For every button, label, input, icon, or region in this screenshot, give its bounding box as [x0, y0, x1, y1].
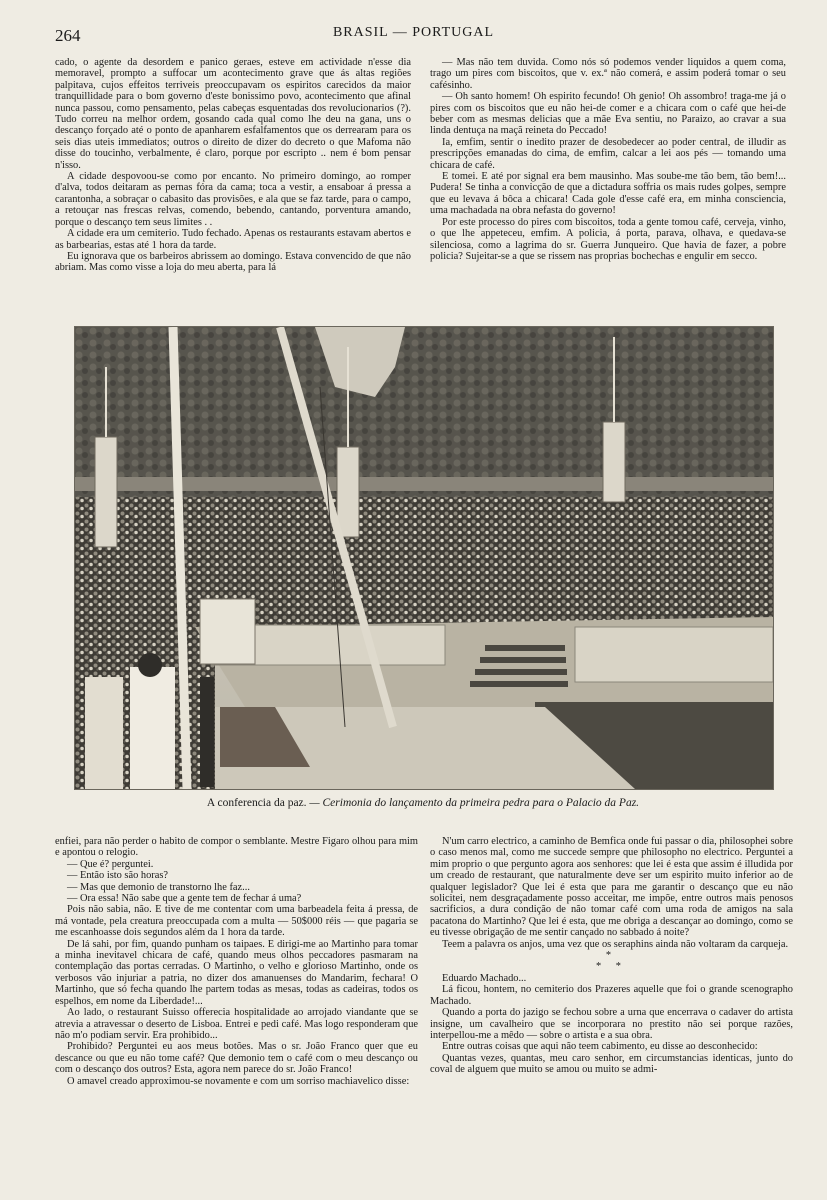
section-separator: * *: [596, 961, 627, 973]
section-separator: *: [605, 950, 618, 962]
paragraph: — Mas que demonio de transtorno lhe faz...: [67, 881, 250, 893]
paragraph: E tomei. E até por signal era bem mausinho. Mas soube-me tão bem, tão bem!... Pudera! Se tinha a convicção de que a dictadura soffria os mais rudes golpes, sempre que eu levava á bôca a chicara! Cada gole d'esse café era, em minha consciencia, uma machadada na obra nefasta do governo!: [430, 171, 786, 217]
paragraph: — Mas não tem duvida. Como nós só podemos vender liquidos a quem coma, trago um pires com biscoitos, que v. ex.ª não comerá, e assim poderá tomar o seu cafésinho.: [430, 57, 786, 91]
balustrade-right: [575, 627, 773, 682]
paragraph: Quando a porta do jazigo se fechou sobre a urna que encerrava o cadaver do artista insigne, um cavalheiro que se incorporara no prestito não sei porque razões, interpellou-me a mêdo — sobre o artista e a sua obra.: [430, 1007, 793, 1041]
paragraph: — Oh santo homem! Oh espirito fecundo! Oh genio! Oh assombro! traga-me já o pires com os biscoitos que eu não hei-de comer e a chicara com o café que hei-de beber com as mesmas delicias que a mãe Eva sentiu, no Paraizo, ao cravar a sua linda dentuça na maçã reineta do Peccado!: [430, 91, 786, 137]
paragraph: Eduardo Machado...: [442, 972, 527, 984]
paragraph: Por este processo do pires com biscoitos, toda a gente tomou café, cerveja, vinho, o que lhe appeteceu, emfim. A policia, á porta, parava, olhava, e quedava-se silenciosa, como a lagrima do sr. Guerra Junqueiro. Que havia de fazer, a pobre policia? Sujeitar-se a que se rissem nas proprias bochechas e engulir em secco.: [430, 216, 786, 262]
photo-caption: [74, 797, 772, 809]
running-title: BRASIL — PORTUGAL: [332, 25, 495, 40]
column-top-right: [430, 57, 786, 315]
paragraph: O amavel creado approximou-se novamente e com um sorriso machiavelico disse:: [67, 1075, 410, 1087]
paragraph: cado, o agente da desordem e panico geraes, esteve em actividade n'esse dia memoravel, prompto a suffocar um acontecimento grave que ás altas regiões palpitava, cujos effeitos terriveis preoccupavam os espiritos carecidos da maior tranquillidade para o bom governo d'este bonissimo povo, acontecimento que afinal nunca passou, como pensamento, pelas cabeças esquentadas dos revolucionarios (?). Tudo correu na melhor ordem, gosando cada qual como lhe deu na gana, uns o descanço forçado até o ponto de apanharem esfalfamentos que os derrearam para os seis dias uteis immediatos; outros o direito de dizer do decreto o que Mafoma não disse do toucinho, verbalmente, é claro, porque por escripto .. nem é bom pensar n'isso.: [55, 57, 411, 171]
paragraph: Eu ignorava que os barbeiros abrissem ao domingo. Estava convencido de que não abriam. Mas como visse a loja do meu aberta, para lá: [55, 250, 411, 274]
paragraph: N'um carro electrico, a caminho de Bemfica onde fui passar o dia, philosophei sobre o caso menos mal, como me succede sempre que philosopho no electrico. Perguntei a mim proprio o que pergunto agora aos senhores: que lei é esta que assim é illudida por um creado de restaurant, que naturalmente deve ser um espirito muito inferior ao de qualquer legislador? Que lei é esta que para me garantir o descanço que eu não solicitei, nem desgraçadamente posso acceitar, me impõe, entre outros mais penosos sacrificios, a dura condição de não tomar café com uma roda de amigos na sala pacatona do Martinho? Que lei é esta, que me obriga a descançar ao domingo, como se eu tivesse obrigação de me sentir cançado no sabbado á noite?: [430, 836, 793, 939]
page-number: 264: [55, 26, 81, 45]
page-header: [55, 22, 772, 46]
paragraph: enfiei, para não perder o habito de compor o semblante. Mestre Figaro olhou para mim e apontou o relogio.: [55, 836, 418, 859]
paragraph: De lá sahi, por fim, quando punham os taipaes. E dirigi-me ao Martinho para tomar a minha inevitavel chicara de café, quando meus olhos peccadores pasmaram na contemplação das portas cerradas. O Martinho, o velho e glorioso Martinho, onde os verbosos vão injuriar a patria, no dizer dos amanuenses do Mandarim, fechara! O Martinho, que só fecha quando lhe partem todas as mesas, todas as cadeiras, todos os espelhos, em nome da Liberdade!...: [55, 938, 418, 1007]
paragraph: A cidade despovoou-se como por encanto. No primeiro domingo, ao romper d'alva, todos deitaram as pernas fóra da cama; toca a vestir, a ensaboar á pressa a carantonha, a sobraçar o cabasito das provisões, e ala que se faz tarde, para o campo, a retouçar nas frescas relvas, comendo, bebendo, cantando, porventura amando, porque o descanço tem seus limites . .: [55, 171, 411, 228]
paragraph: Teem a palavra os anjos, uma vez que os seraphins ainda não voltaram da carqueja.: [442, 938, 789, 950]
paragraph: Ia, emfim, sentir o inedito prazer de desobedecer ao poder central, de illudir as prescripções emanadas do cima, de emfim, calcar a lei aos pés — tomando uma chicara de café.: [430, 136, 786, 171]
caption-title: A conferencia da paz.: [206, 797, 307, 809]
paragraph: — Que é? perguntei.: [67, 858, 154, 870]
column-bottom-left: [55, 836, 418, 1156]
column-bottom-right: [430, 836, 793, 1156]
paragraph: Entre outras coisas que aqui não teem cabimento, eu disse ao desconhecido:: [442, 1041, 758, 1053]
paragraph: Pois não sabia, não. E tive de me contentar com uma barbeadela feita á pressa, de má vontade, pela creatura preoccupada com a multa — 50$000 réis — que pagaria se me escanhoasse dois segundos além da 1 hora da tarde.: [55, 904, 418, 939]
stone-block: [200, 599, 255, 664]
paragraph: — Ora essa! Não sabe que a gente tem de fechar á uma?: [67, 893, 302, 905]
paragraph: A cidade era um cemiterio. Tudo fechado. Apenas os restaurants estavam abertos e as barbearias, estas até 1 hora da tarde.: [55, 228, 411, 251]
paragraph: Ao lado, o restaurant Suisso offerecia hospitalidade ao arrojado viandante que se atrevia a atravessar o deserto de Lisboa. Entrei e pedi café. Mas logo responderam que não m'o podiam servir. Era prohibido...: [55, 1007, 418, 1041]
paragraph: Quantas vezes, quantas, meu caro senhor, em circumstancias identicas, junto do coval de alguem que muito se amou ou muito se admi-: [430, 1052, 793, 1076]
caption-subtitle: — Cerimonia do lançamento da primeira pedra para o Palacio da Paz.: [309, 797, 640, 809]
paragraph: Prohibido? Perguntei eu aos meus botões. Mas o sr. João Franco quer que eu descance ou que eu não tome café? Que demonio tem o café com o meu descanço ou com o descanço dos outros? Esta, agora nem parece do sr. João Franco!: [55, 1041, 418, 1076]
ceremony-photograph: [74, 326, 774, 790]
column-top-left: [55, 57, 411, 315]
paragraph: Lá ficou, hontem, no cemiterio dos Prazeres aquelle que foi o grande scenographo Machado.: [430, 984, 793, 1007]
paragraph: — Então isto são horas?: [67, 870, 168, 882]
